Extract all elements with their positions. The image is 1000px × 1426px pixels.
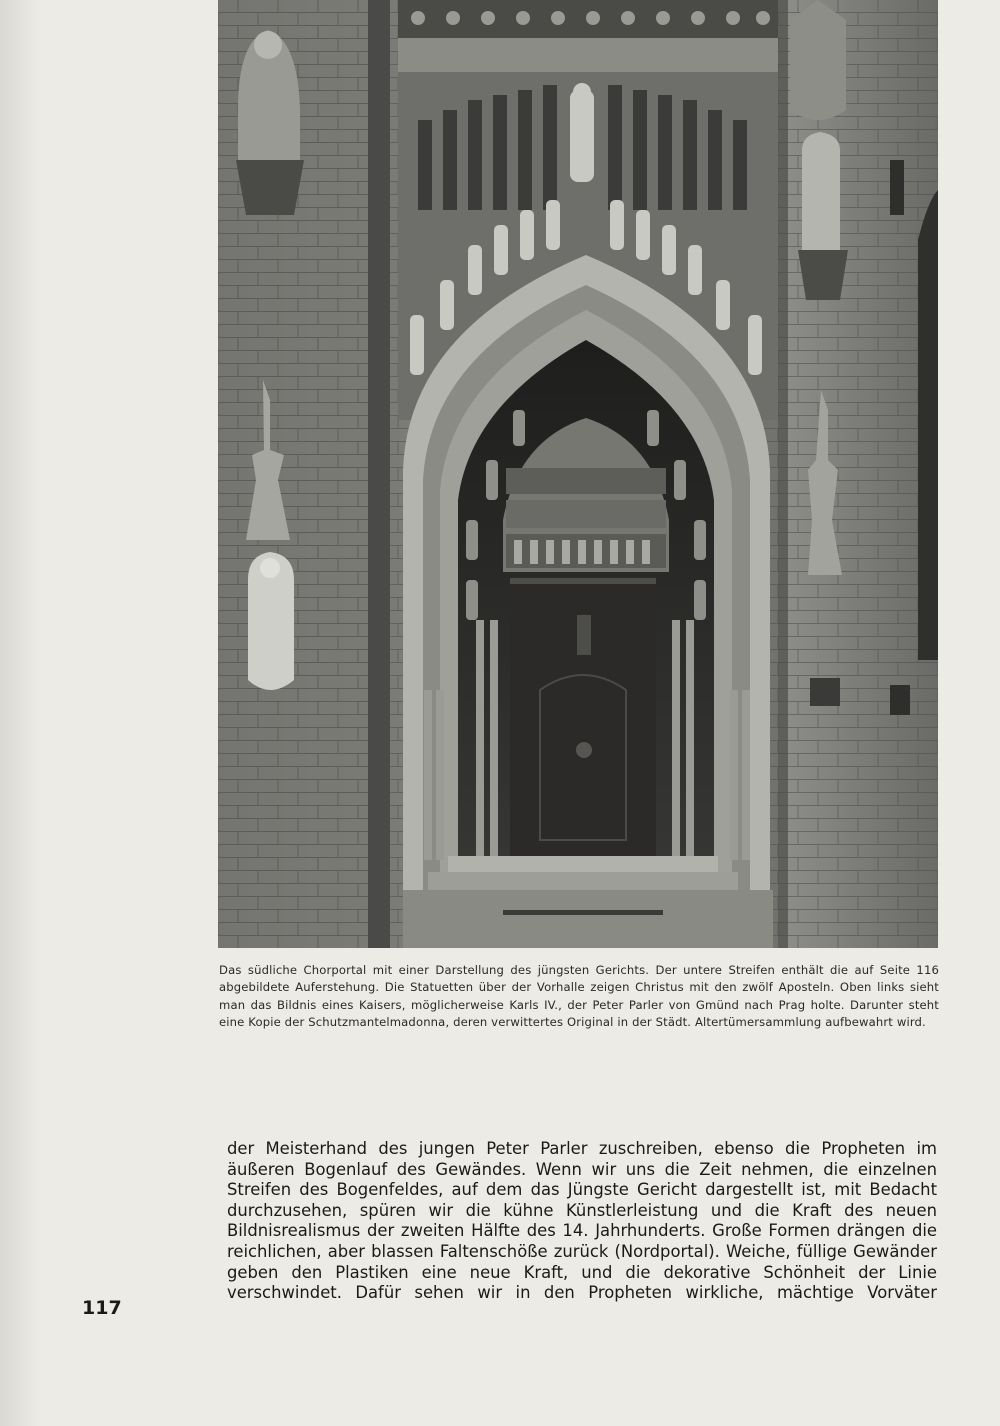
page-edge-shadow [0, 0, 40, 1426]
body-paragraph: der Meisterhand des jungen Peter Parler zuschreiben, ebenso die Propheten im äußeren Bogenlauf des Gewändes. Wenn wir uns die Zeit nehmen, die einzelnen Streifen des Bogenfeldes, auf dem das Jüngste Gericht dargestellt ist, mit Bedacht durchzusehen, spüren wir die kühne Künstlerleistung und die Kraft des neuen Bildnisrealismus der zweiten Hälfte des 14. Jahrhunderts. Große Formen drängen die reichlichen, aber blassen Faltenschöße zurück (Nordportal). Weiche, füllige Gewänder geben den Plastiken eine neue Kraft, und die dekorative Schönheit der Linie verschwindet. Dafür sehen wir in den Propheten wirkliche, mächtige Vorväter [227, 1139, 937, 1303]
portal-photograph [218, 0, 938, 948]
portal-illustration [218, 0, 938, 948]
photo-caption: Das südliche Chorportal mit einer Darstellung des jüngsten Gerichts. Der untere Streifen enthält die auf Seite 116 abgebildete Auferstehung. Die Statuetten über der Vorhalle zeigen Christus mit den zwölf Aposteln. Oben links sieht man das Bildnis eines Kaisers, möglicherweise Karls IV., der Peter Parler von Gmünd nach Prag holte. Darunter steht eine Kopie der Schutzmantelmadonna, deren verwittertes Original in der Städt. Altertümersammlung aufbewahrt wird. [219, 963, 939, 1030]
page-number: 117 [82, 1297, 122, 1319]
